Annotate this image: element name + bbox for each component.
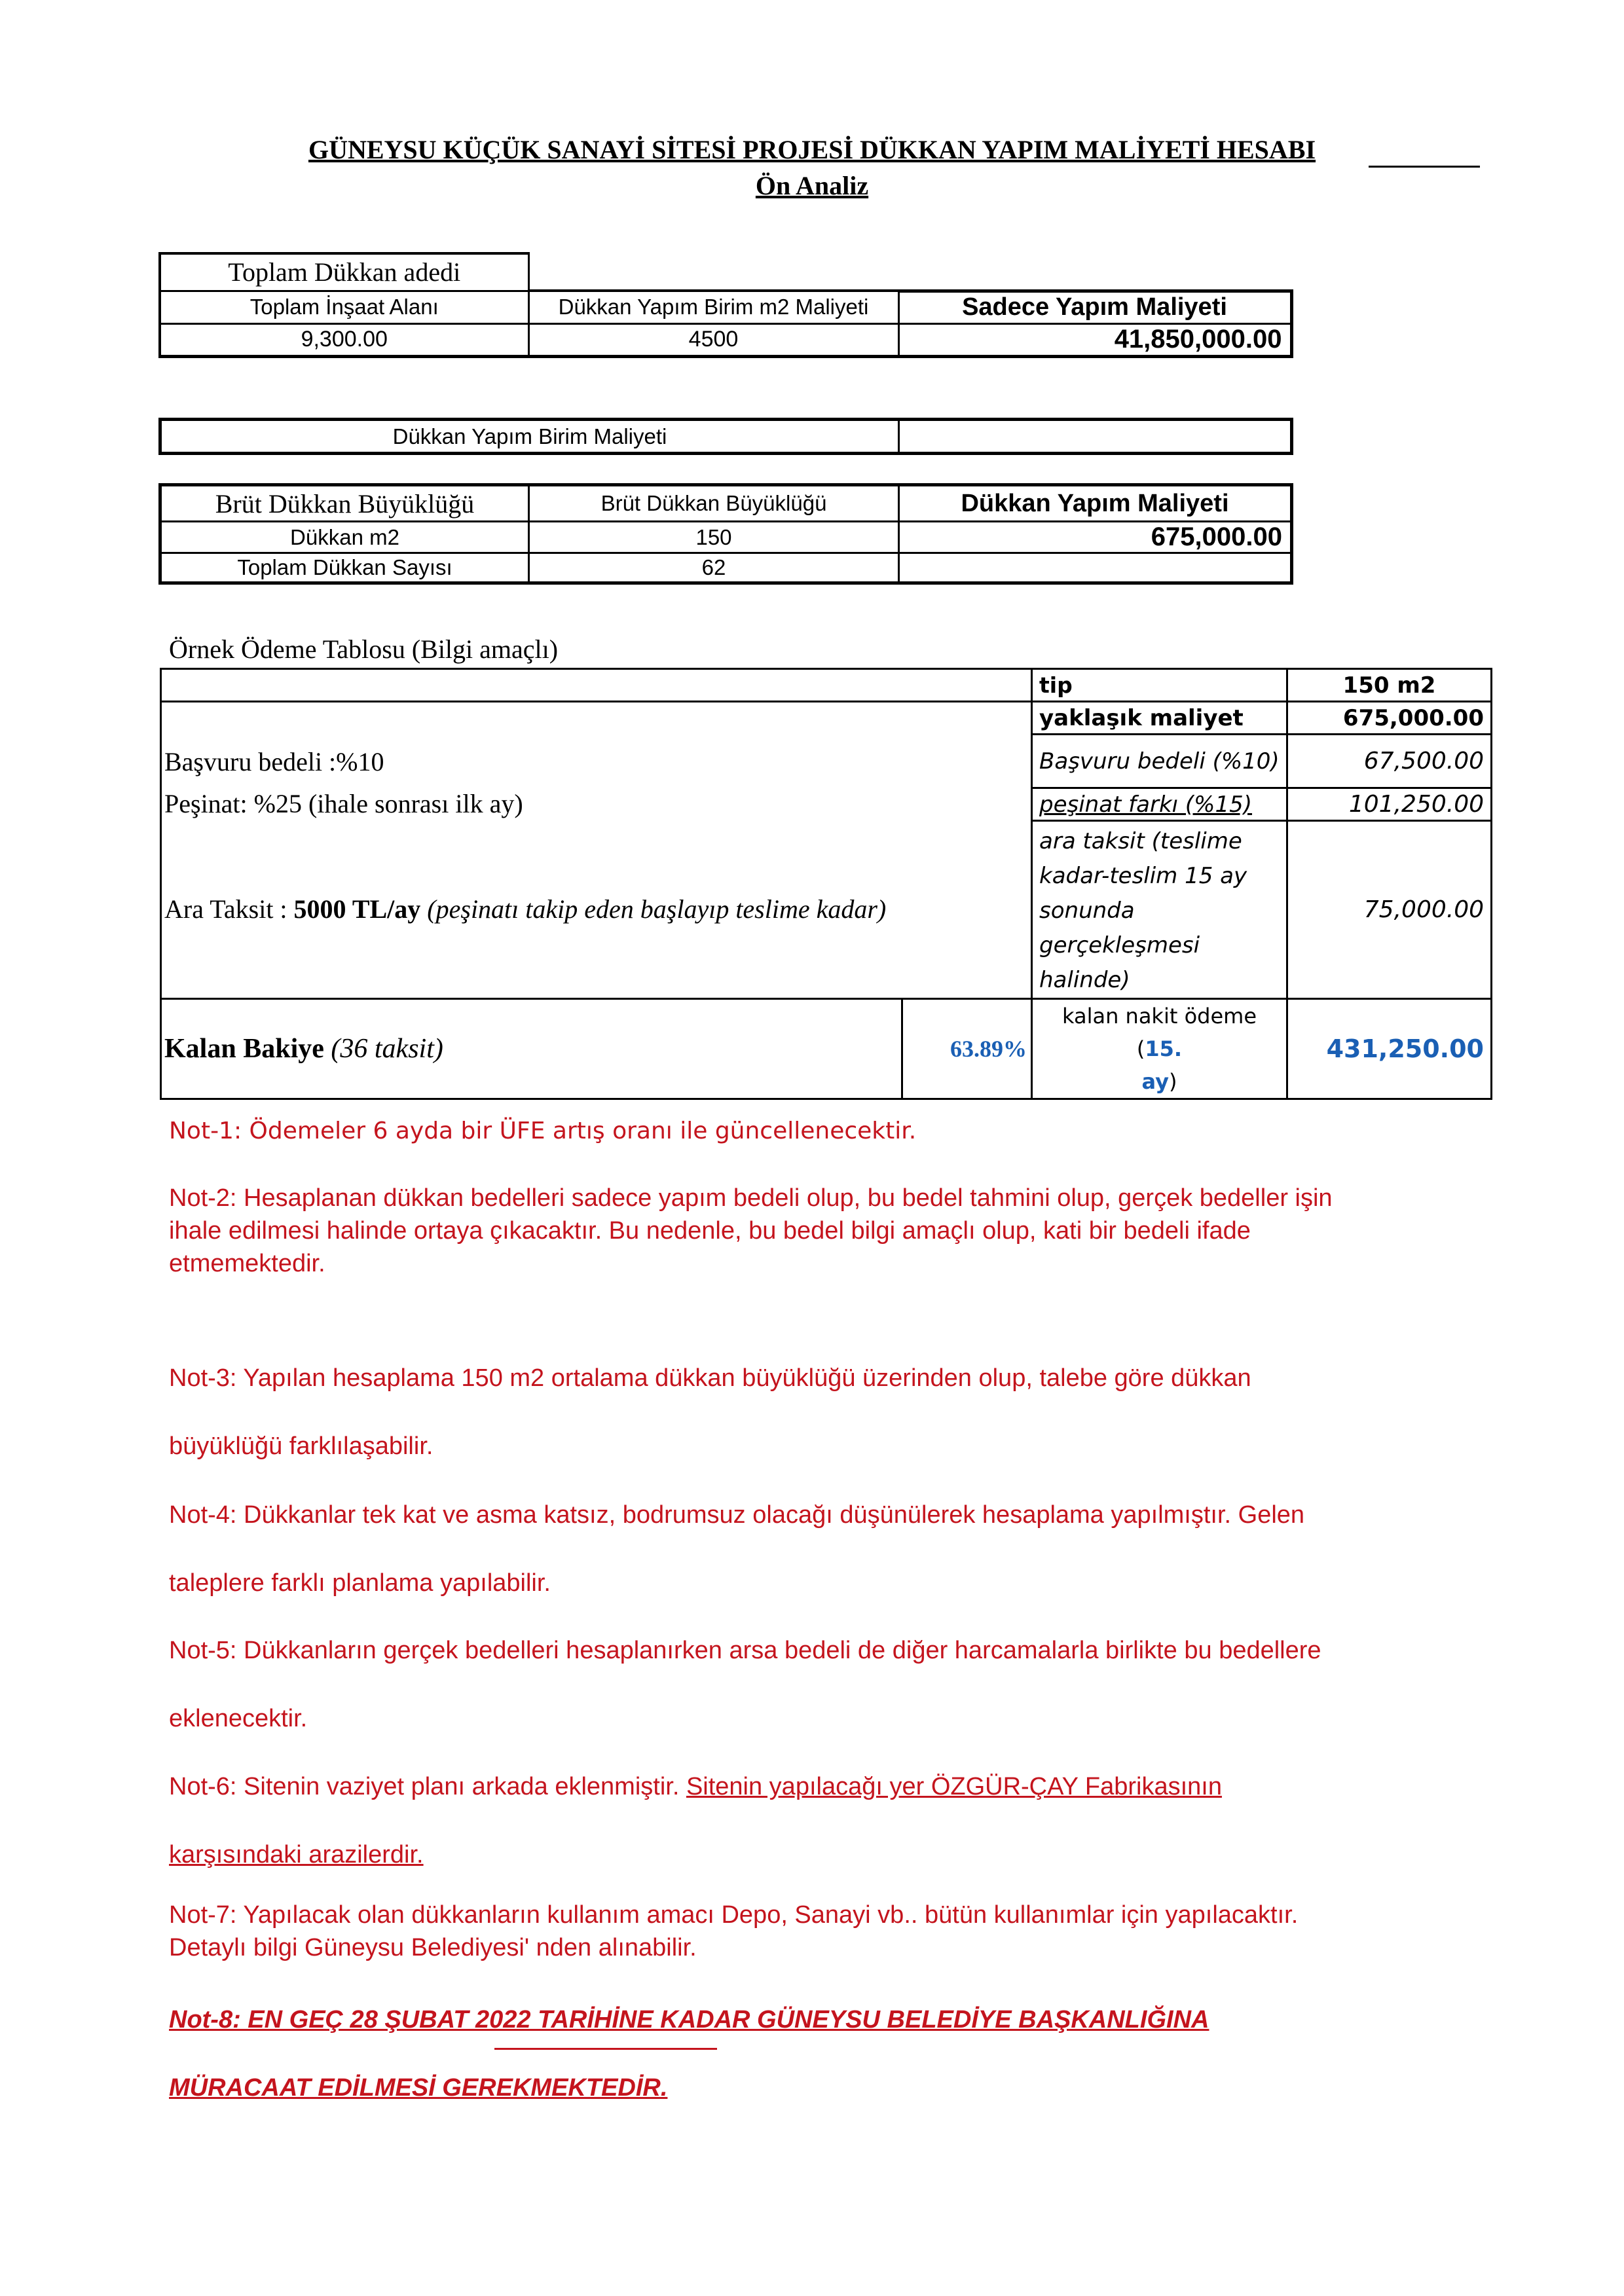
application-fee-value: 67,500.00 [1287,735,1492,788]
shop-m2-label: Dükkan m2 [160,522,529,553]
installment-amount: 5000 TL/ay [293,894,421,924]
payment-table [160,668,1492,1100]
note-3: Not-3: Yapılan hesaplama 150 m2 ortalama dükkan büyüklüğü üzerinden olup, talebe göre dükkan büyüklüğü farklılaşabilir. [169,1364,1251,1460]
total-area-header: Toplam İnşaat Alanı [160,291,528,323]
page-subtitle: Ön Analiz [755,171,869,200]
installment-value: 75,000.00 [1287,821,1492,999]
total-shops-value: 62 [529,553,899,583]
note-6: Not-6: Sitenin vaziyet planı arkada eklenmiştir. Sitenin yapılacağı yer ÖZGÜR-ÇAY Fabrikasının karşısındaki arazilerdir. [169,1773,1222,1868]
note-8-overline [494,2048,717,2050]
unit-m2-cost-header: Dükkan Yapım Birim m2 Maliyeti [528,291,898,323]
installment-label: ara taksit (teslime kadar-teslim 15 ay sonunda gerçekleşmesi halinde) [1032,821,1287,999]
remaining-balance-text: Kalan Bakiye (36 taksit) [161,999,902,1099]
location-text: Sitenin yapılacağı yer ÖZGÜR-ÇAY Fabrikasının [686,1773,1222,1800]
type-label: tip [1032,669,1287,702]
down-payment-value: 101,250.00 [1287,788,1492,821]
remaining-cash-value: 431,250.00 [1287,999,1492,1099]
type-value: 150 m2 [1287,669,1492,702]
unit-cost-label: Dükkan Yapım Birim Maliyeti [160,420,899,454]
construction-cost-table [158,252,1293,358]
title-underline-extension [1369,166,1480,168]
note-4: Not-4: Dükkanlar tek kat ve asma katsız, bodrumsuz olacağı düşünülerek hesaplama yapılmıştır. Gelen taleplere farklı planlama yapılabilir. [169,1501,1305,1597]
application-fee-label: Başvuru bedeli (%10) [1032,735,1287,788]
approx-cost-label: yaklaşık maliyet [1032,702,1287,735]
note-8: Not-8: EN GEÇ 28 ŞUBAT 2022 TARİHİNE KADAR GÜNEYSU BELEDİYE BAŞKANLIĞINA MÜRACAAT EDİLMESİ GEREKMEKTEDİR. [169,2006,1209,2102]
page-title: GÜNEYSU KÜÇÜK SANAYİ SİTESİ PROJESİ DÜKKAN YAPIM MALİYETİ HESABI [308,135,1316,164]
total-shops-cost [899,553,1292,583]
total-shop-count-label: Toplam Dükkan adedi [160,253,528,291]
note-7: Not-7: Yapılacak olan dükkanların kullanım amacı Depo, Sanayi vb.. bütün kullanımlar için yapılacaktır. Detaylı bilgi Güneysu Belediyesi' nden alınabilir. [169,1901,1299,1961]
unit-cost-value [899,420,1292,454]
application-fee-text: Başvuru bedeli :%10 [161,735,1032,788]
construction-only-cost-header: Sadece Yapım Maliyeti [898,291,1291,323]
shop-cost-header: Dükkan Yapım Maliyeti [899,485,1292,522]
gross-size-header-1: Brüt Dükkan Büyüklüğü [160,485,529,522]
shop-m2-value: 150 [529,522,899,553]
total-area-value: 9,300.00 [160,323,528,356]
approx-cost-value: 675,000.00 [1287,702,1492,735]
remaining-cash-label: kalan nakit ödeme (15. ay) [1032,999,1287,1099]
note-2: Not-2: Hesaplanan dükkan bedelleri sadece yapım bedeli olup, bu bedel tahmini olup, gerçek bedeller işin ihale edilmesi halinde ortaya çıkacaktır. Bu nedenle, bu bedel bilgi amaçlı olup, kati bir bedeli ifade etmemektedir. [169,1184,1333,1277]
total-shops-label: Toplam Dükkan Sayısı [160,553,529,583]
construction-only-cost-value: 41,850,000.00 [898,323,1291,356]
unit-m2-cost-value: 4500 [528,323,898,356]
note-5: Not-5: Dükkanların gerçek bedelleri hesaplanırken arsa bedeli de diğer harcamalarla birlikte bu bedellere eklenecektir. [169,1637,1321,1732]
installment-text: Ara Taksit : 5000 TL/ay (peşinatı takip eden başlayıp teslime kadar) [161,821,1032,999]
shop-size-table [158,483,1293,585]
shop-cost-value: 675,000.00 [899,522,1292,553]
down-payment-text: Peşinat: %25 (ihale sonrası ilk ay) [161,788,1032,821]
remaining-balance-percent: 63.89% [902,999,1032,1099]
down-payment-label: peşinat farkı (%15) [1032,788,1287,821]
unit-cost-table [158,418,1293,455]
note-1: Not-1: Ödemeler 6 ayda bir ÜFE artış oranı ile güncellenecektir. [169,1118,917,1144]
gross-size-header-2: Brüt Dükkan Büyüklüğü [529,485,899,522]
payment-table-caption: Örnek Ödeme Tablosu (Bilgi amaçlı) [169,634,559,664]
